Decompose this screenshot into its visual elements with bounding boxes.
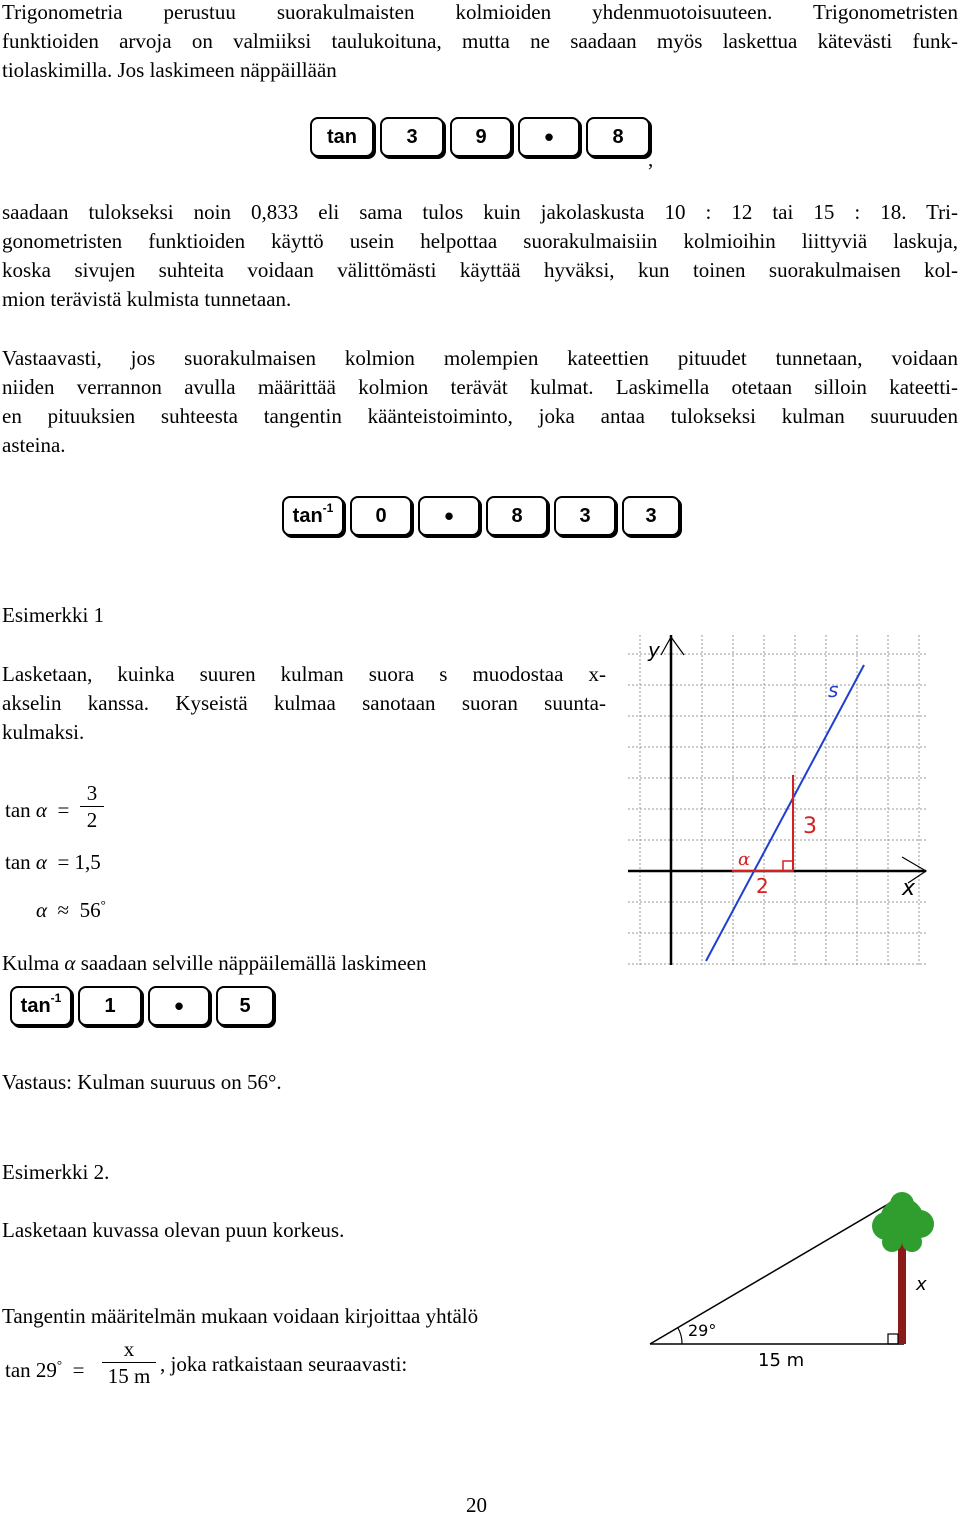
tan-label: tan [292,504,323,527]
s-label: s [828,678,839,702]
eq2-tan: tan [5,850,31,874]
key-5: 5 [216,986,274,1026]
eq4-tan: tan 29 [5,1358,57,1382]
para1-line-4: mion terävistä kulmista tunnetaan. [2,287,292,311]
key-3: 3 [380,117,444,157]
para1-line-3: koska sivujen suhteita voidaan välittömästi käyttää hyväksi, kun toinen suorakulmaisen kol- [2,258,958,282]
eq2-equals: = [57,850,70,874]
key-3: 3 [554,496,616,536]
eq2-value: 1,5 [74,850,101,874]
run-label: 2 [756,874,769,898]
key-decimal [518,117,580,157]
calculator-keys-3 [10,986,280,1026]
decimal-dot: • [544,122,554,152]
eq3-value: 56 [79,898,101,922]
eq1-denominator: 2 [80,806,104,833]
page-number: 20 [466,1493,487,1517]
para2-line-1: Vastaavasti, jos suorakulmaisen kolmion molempien kateettien pituudet tunnetaan, voidaan [2,346,958,370]
eq4-after: , joka ratkaistaan seuraavasti: [160,1352,408,1376]
intro-line-3: tiolaskimilla. Jos laskimeen näppäillään [2,58,337,82]
angle-label: α [738,849,751,870]
key-8: 8 [586,117,650,157]
right-angle-marker [888,1334,898,1344]
keys-comma: , [648,147,654,171]
intro-line-1: Trigonometria perustuu suorakulmaisten kolmioiden yhdenmuotoisuuteen. Trigonometristen [2,0,958,24]
example1-answer: Vastaus: Kulman suuruus on 56°. [2,1070,282,1094]
y-axis-arrow [661,637,684,655]
calc-text-a: Kulma [2,951,60,975]
base-label: 15 m [758,1350,805,1371]
tan-exponent: -1 [50,991,62,1005]
intro-line-2: funktioiden arvoja on valmiiksi taulukoituna, mutta ne saadaan myös laskettua kätevästi funk- [2,29,958,53]
para2-line-4: asteina. [2,433,66,457]
eq4-denominator: 15 m [102,1362,156,1389]
angle-arc [678,1328,682,1344]
para2-line-3: en pituuksien suhteesta tangentin käänteistoiminto, joka antaa tulokseksi kulman suuruuden [2,404,958,428]
tree-foliage [872,1192,934,1252]
example2-heading: Esimerkki 2. [2,1160,110,1184]
tan-label: tan [20,994,51,1017]
example1-line-2: akselin kanssa. Kyseistä kulmaa sanotaan suoran suunta- [2,691,606,715]
key-1: 1 [78,986,142,1026]
calculator-keys-1 [310,117,656,157]
key-decimal [148,986,210,1026]
tan-exponent: -1 [322,501,334,515]
decimal-dot: • [444,501,454,531]
key-decimal [418,496,480,536]
key-tan: tan [310,117,374,157]
key-3b: 3 [622,496,680,536]
example1-line-1: Lasketaan, kuinka suuren kulman suora s muodostaa x- [2,662,606,686]
eq1-numerator: 3 [86,781,98,805]
eq4-fraction [102,1336,156,1389]
calc-text [2,949,426,978]
calc-text-alpha: α [64,951,76,975]
eq1-tan: tan [5,798,31,822]
tree-figure [648,1190,948,1380]
height-label: x [916,1274,927,1295]
slope-graph [628,635,928,965]
example2-line-2: Tangentin määritelmän mukaan voidaan kirjoittaa yhtälö [2,1304,479,1328]
eq3-alpha: α [36,898,48,922]
eq1-equals: = [57,798,70,822]
eq1-fraction [80,780,104,833]
eq2-alpha: α [35,850,47,874]
key-tan-inverse [282,496,344,536]
eq1-lhs [5,796,69,825]
y-label: y [648,638,660,662]
x-label: x [902,876,916,901]
eq1-alpha: α [35,798,47,822]
para1-line-1: saadaan tulokseksi noin 0,833 eli sama tulos kuin jakolaskusta 10 : 12 tai 15 : 18. Tri- [2,200,958,224]
example1-heading: Esimerkki 1 [2,603,105,627]
calc-text-b: saadaan selville näppäilemällä laskimeen [80,951,427,975]
para1-line-2: gonometristen funktioiden käyttö usein helpottaa suorakulmaisiin kolmioihin liittyviä laskuja, [2,229,958,253]
eq4-numerator: x [123,1337,135,1361]
calculator-keys-2 [282,496,686,536]
eq3-degree: ° [100,897,106,912]
eq3-approx: ≈ [57,898,70,922]
key-0: 0 [350,496,412,536]
eq3 [36,890,106,925]
key-9: 9 [450,117,512,157]
eq4-equals: = [72,1358,85,1382]
line-s [706,665,864,961]
example1-line-3: kulmaksi. [2,720,85,744]
example2-line-1: Lasketaan kuvassa olevan puun korkeus. [2,1218,345,1242]
decimal-dot: • [174,991,184,1021]
key-8: 8 [486,496,548,536]
para2-line-2: niiden verrannon avulla määrittää kolmion terävät kulmat. Laskimella otetaan silloin kateetti- [2,375,958,399]
angle-label: 29° [688,1321,717,1340]
grid [628,635,928,965]
eq4-degree: ° [56,1357,63,1372]
key-tan-inverse [10,986,72,1026]
right-angle-marker [783,861,793,871]
eq4-lhs [5,1350,84,1385]
eq2 [5,848,101,877]
rise-label: 3 [803,814,817,839]
